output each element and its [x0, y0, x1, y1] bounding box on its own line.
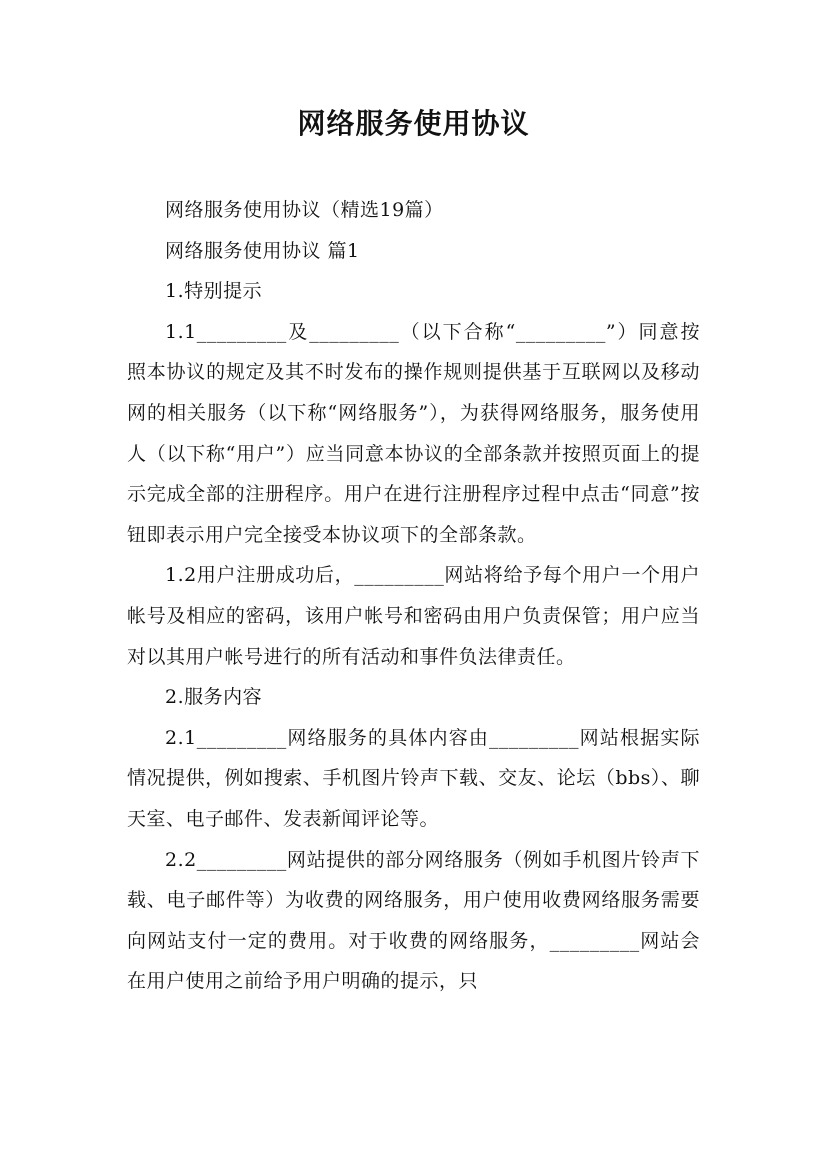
paragraph-subtitle: 网络服务使用协议（精选19篇） — [165, 199, 444, 221]
paragraph-clause-1-1: 1.1_________及_________（以下合称“_________”）同意按照本协议的规定及其不时发布的操作规则提供基于互联网以及移动网的相关服务（以下称“网络服务”），为获得网络服务，服务使用人（以下称“用户”）应当同意本协议的全部条款并按照页面上的提示完成全部的注册程序。用户在进行注册程序过程中点击“同意”按钮即表示用户完全接受本协议项下的全部条款。 — [127, 320, 700, 546]
paragraph-section-1-heading: 1.特别提示 — [165, 280, 263, 303]
paragraph-clause-2-2: 2.2_________网站提供的部分网络服务（例如手机图片铃声下载、电子邮件等）为收费的网络服务，用户使用收费网络服务需要向网站支付一定的费用。对于收费的网络服务，_________网站会在用户使用之前给予用户明确的提示，只 — [127, 848, 700, 993]
document-body — [127, 190, 700, 1002]
paragraph-clause-2-1: 2.1_________网络服务的具体内容由_________网站根据实际情况提供，例如搜索、手机图片铃声下载、交友、论坛（bbs）、聊天室、电子邮件、发表新闻评论等。 — [127, 726, 700, 830]
paragraph-chapter-heading: 网络服务使用协议 篇1 — [165, 239, 360, 262]
paragraph-clause-1-2: 1.2用户注册成功后，_________网站将给予每个用户一个用户帐号及相应的密码，该用户帐号和密码由用户负责保管；用户应当对以其用户帐号进行的所有活动和事件负法律责任。 — [127, 564, 700, 668]
document-title: 网络服务使用协议 — [297, 107, 530, 140]
paragraph-section-2-heading: 2.服务内容 — [165, 686, 263, 709]
